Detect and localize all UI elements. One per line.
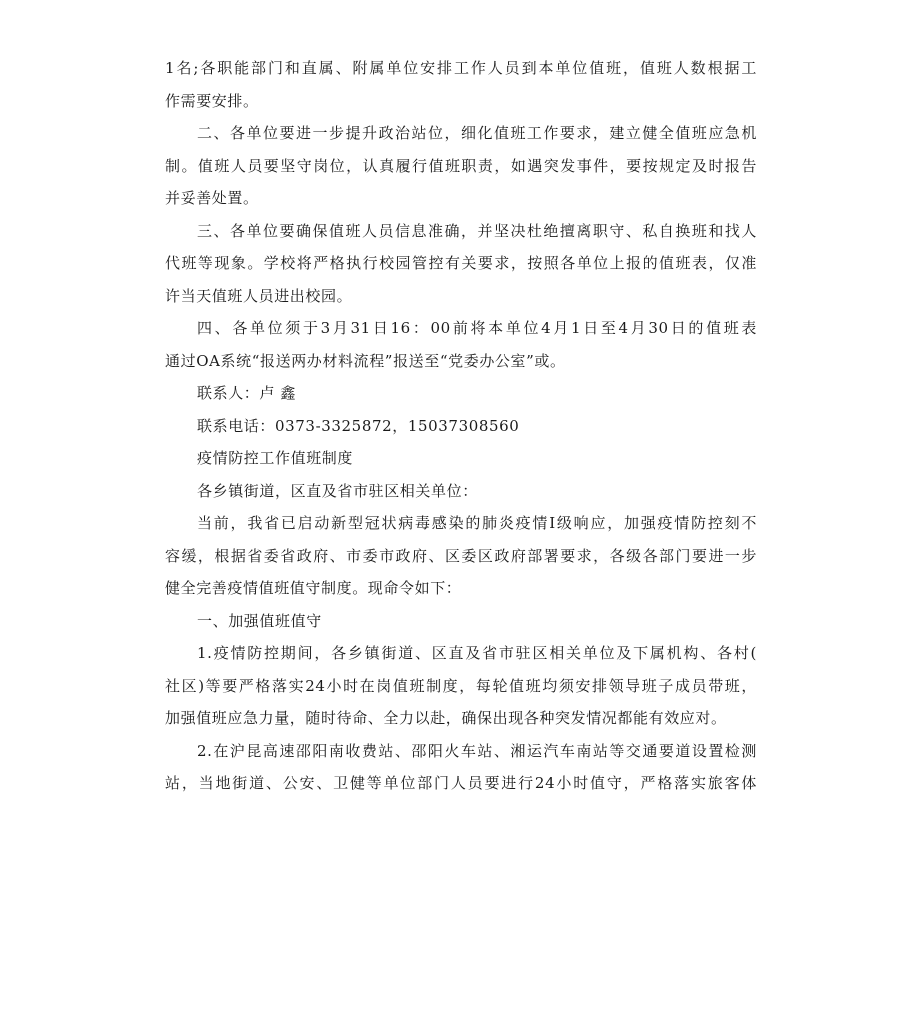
paragraph-p9 bbox=[165, 507, 757, 605]
text-line: 健全完善疫情值班值守制度。现命令如下： bbox=[165, 579, 462, 597]
paragraph-p4 bbox=[165, 312, 757, 377]
paragraph-p2 bbox=[165, 117, 757, 215]
paragraph-p10 bbox=[165, 605, 757, 638]
text-line: 1名;各职能部门和直属、附属单位安排工作人员到本单位值班，值班人数根据工 bbox=[165, 59, 757, 77]
text-line: 2.在沪昆高速邵阳南收费站、邵阳火车站、湘运汽车南站等交通要道设置检测 bbox=[197, 741, 757, 760]
paragraph-p7 bbox=[165, 442, 757, 475]
paragraph-p6 bbox=[165, 410, 757, 443]
paragraph-p5 bbox=[165, 377, 757, 410]
text-line: 疫情防控工作值班制度 bbox=[197, 449, 354, 467]
text-line: 通过OA系统“报送两办材料流程”报送至“党委办公室”或。 bbox=[165, 351, 566, 370]
paragraph-p3 bbox=[165, 215, 757, 313]
document-body bbox=[165, 52, 757, 800]
text-line: 1.疫情防控期间，各乡镇街道、区直及省市驻区相关单位及下属机构、各村( bbox=[197, 644, 757, 662]
text-line: 社区)等要严格落实24小时在岗值班制度，每轮值班均须安排领导班子成员带班， bbox=[165, 676, 757, 695]
text-line: 一、加强值班值守 bbox=[197, 611, 322, 630]
text-line: 容缓，根据省委省政府、市委市政府、区委区政府部署要求，各级各部门要进一步 bbox=[165, 546, 757, 565]
text-line: 代班等现象。学校将严格执行校园管控有关要求，按照各单位上报的值班表，仅准 bbox=[165, 254, 757, 272]
text-line: 联系电话：0373-3325872，15037308560 bbox=[197, 416, 520, 435]
text-line: 制。值班人员要坚守岗位，认真履行值班职责，如遇突发事件，要按规定及时报告 bbox=[165, 156, 757, 175]
text-line: 四、各单位须于3月31日16：00前将本单位4月1日至4月30日的值班表 bbox=[197, 319, 757, 337]
text-line: 站，当地街道、公安、卫健等单位部门人员要进行24小时值守，严格落实旅客体 bbox=[165, 774, 757, 792]
text-line: 加强值班应急力量，随时待命、全力以赴，确保出现各种突发情况都能有效应对。 bbox=[165, 709, 727, 727]
text-line: 二、各单位要进一步提升政治站位，细化值班工作要求，建立健全值班应急机 bbox=[197, 124, 757, 142]
text-line: 作需要安排。 bbox=[165, 91, 259, 110]
paragraph-p8 bbox=[165, 475, 757, 508]
text-line: 许当天值班人员进出校园。 bbox=[165, 286, 353, 305]
text-line: 并妥善处置。 bbox=[165, 189, 259, 207]
paragraph-p12 bbox=[165, 735, 757, 800]
text-line: 联系人：卢 鑫 bbox=[197, 384, 296, 402]
paragraph-p1 bbox=[165, 52, 757, 117]
paragraph-p11 bbox=[165, 637, 757, 735]
text-line: 各乡镇街道，区直及省市驻区相关单位： bbox=[197, 481, 478, 500]
text-line: 三、各单位要确保值班人员信息准确，并坚决杜绝擅离职守、私自换班和找人 bbox=[197, 221, 757, 240]
text-line: 当前，我省已启动新型冠状病毒感染的肺炎疫情Ⅰ级响应，加强疫情防控刻不 bbox=[197, 514, 757, 532]
